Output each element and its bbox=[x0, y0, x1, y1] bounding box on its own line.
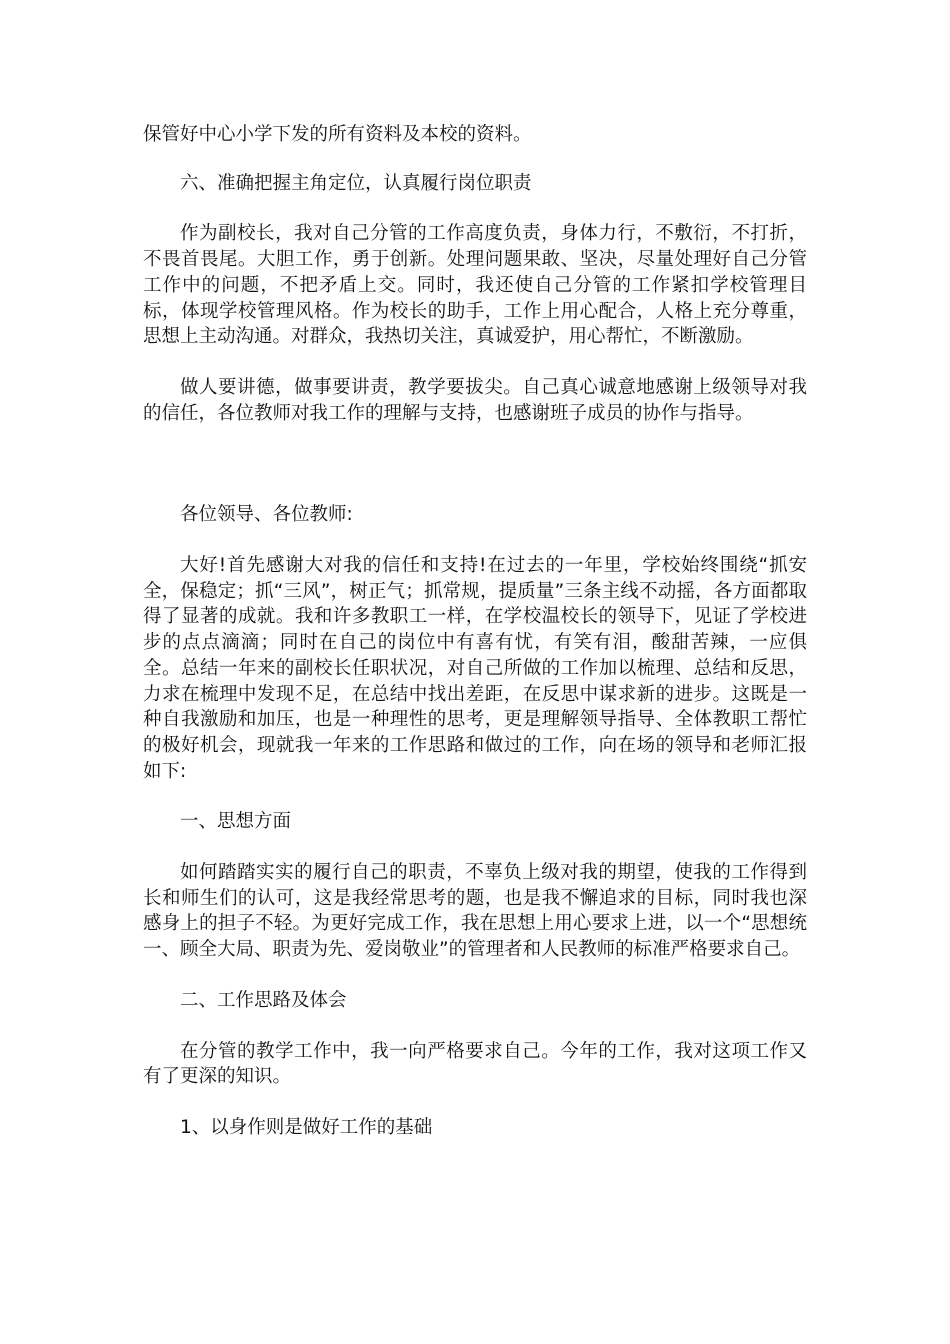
salutation: 各位领导、各位教师: bbox=[180, 504, 353, 526]
paragraph-teaching: 在分管的教学工作中，我一向严格要求自己。今年的工作，我对这项工作又有了更深的知识。 bbox=[143, 1040, 807, 1088]
spacer bbox=[143, 1090, 807, 1115]
spacer bbox=[143, 835, 807, 860]
spacer bbox=[143, 148, 807, 171]
paragraph-continuation: 保管好中心小学下发的所有资料及本校的资料。 bbox=[143, 124, 532, 145]
spacer bbox=[143, 1014, 807, 1039]
paragraph-thanks: 做人要讲德，做事要讲责，教学要拔尖。自己真心诚意地感谢上级领导对我的信任，各位教师对我工作的理解与支持，也感谢班子成员的协作与指导。 bbox=[143, 376, 807, 424]
spacer bbox=[143, 784, 807, 809]
section-heading-one: 一、思想方面 bbox=[180, 811, 292, 833]
spacer bbox=[143, 426, 807, 502]
document-page bbox=[143, 122, 807, 1141]
spacer bbox=[143, 350, 807, 375]
paragraph-duties: 作为副校长，我对自己分管的工作高度负责，身体力行，不敷衍，不打折，不畏首畏尾。大胆工作，勇于创新。处理问题果敢、坚决，尽量处理好自己分管工作中的问题，不把矛盾上交。同时，我还使自己分管的工作紧扣学校管理目标，体现学校管理风格。作为校长的助手，工作上用心配合，人格上充分尊重，思想上主动沟通。对群众，我热切关注，真诚爱护，用心帮忙，不断激励。 bbox=[143, 223, 807, 348]
spacer bbox=[143, 528, 807, 553]
section-heading-six: 六、准确把握主角定位，认真履行岗位职责 bbox=[180, 172, 532, 194]
section-heading-two: 二、工作思路及体会 bbox=[180, 989, 347, 1011]
paragraph-thoughts: 如何踏踏实实的履行自己的职责，不辜负上级对我的期望，使我的工作得到长和师生们的认可，这是我经常思考的题，也是我不懈追求的目标，同时我也深感身上的担子不轻。为更好完成工作，我在思想上用心要求上进，以一个“思想统一、顾全大局、职责为先、爱岗敬业”的管理者和人民教师的标准严格要求自己。 bbox=[143, 862, 807, 961]
subsection-heading-one: 1、以身作则是做好工作的基础 bbox=[180, 1116, 433, 1138]
spacer bbox=[143, 196, 807, 221]
spacer bbox=[143, 963, 807, 988]
paragraph-intro: 大好!首先感谢大对我的信任和支持!在过去的一年里，学校始终围绕“抓安全，保稳定；抓“三风”，树正气；抓常规，提质量”三条主线不动摇，各方面都取得了显著的成就。我和许多教职工一样，在学校温校长的领导下，见证了学校进步的点点滴滴；同时在自己的岗位中有喜有忧，有笑有泪，酸甜苦辣，一应俱全。总结一年来的副校长任职状况，对自己所做的工作加以梳理、总结和反思，力求在梳理中发现不足，在总结中找出差距，在反思中谋求新的进步。这既是一种自我激励和加压，也是一种理性的思考，更是理解领导指导、全体教职工帮忙的极好机会，现就我一年来的工作思路和做过的工作，向在场的领导和老师汇报如下: bbox=[143, 555, 807, 782]
